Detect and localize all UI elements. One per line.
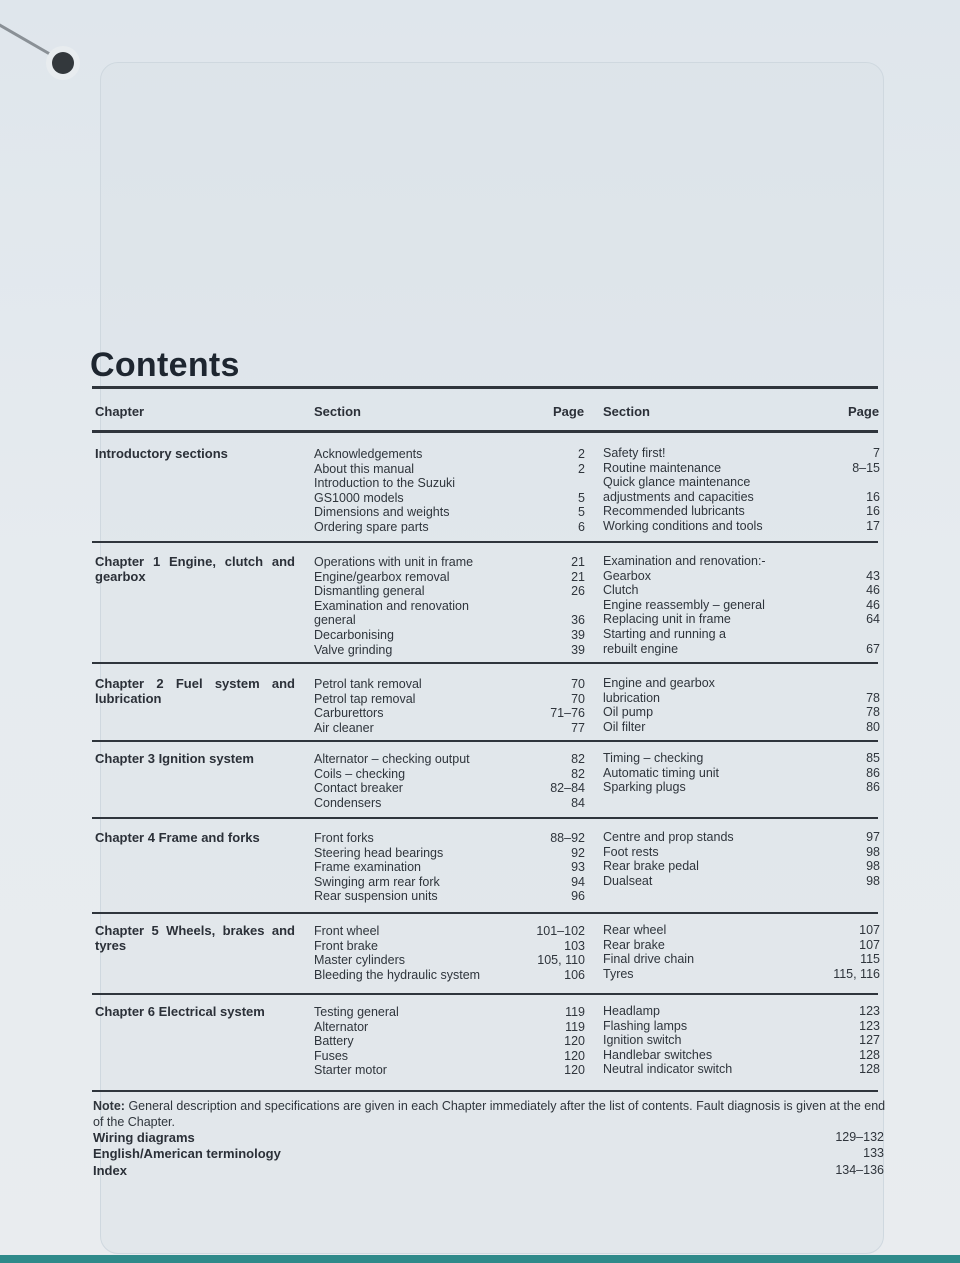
page-number: 43 xyxy=(866,568,880,583)
section-entry[interactable]: Examination and renovation:- xyxy=(603,554,766,568)
section-entry[interactable]: Dismantling general xyxy=(314,584,425,599)
page-number: 82–84 xyxy=(550,781,585,796)
section-entry[interactable]: Final drive chain xyxy=(603,952,695,967)
page-number: 98 xyxy=(866,873,880,888)
section-list-2 xyxy=(603,554,833,656)
title-rule xyxy=(92,386,878,389)
header-page: Page xyxy=(553,404,585,419)
page-number: 77 xyxy=(571,720,585,735)
page-number: 88–92 xyxy=(550,831,585,845)
page-number: 39 xyxy=(571,642,585,657)
section-entry[interactable]: Neutral indicator switch xyxy=(603,1062,733,1077)
section-entry[interactable]: Air cleaner xyxy=(314,720,374,735)
section-entry[interactable]: Rear brake xyxy=(603,937,665,952)
page-number: 92 xyxy=(571,845,585,860)
page-number: 71–76 xyxy=(550,706,585,721)
page-number: 82 xyxy=(571,766,585,781)
page-number: 93 xyxy=(571,860,585,875)
page-number: 39 xyxy=(571,627,585,642)
section-entry[interactable]: Petrol tap removal xyxy=(314,691,416,706)
page-list-2 xyxy=(800,751,880,795)
page-number xyxy=(500,599,585,614)
chapter-rule xyxy=(92,662,878,664)
section-entry[interactable]: Introduction to the Suzuki xyxy=(314,476,456,491)
page-number xyxy=(500,476,585,491)
section-list-2 xyxy=(603,751,833,795)
section-entry[interactable]: Timing – checking xyxy=(603,751,704,765)
page-number: 98 xyxy=(866,859,880,874)
section-entry[interactable]: Bleeding the hydraulic system xyxy=(314,967,481,982)
page-number: 107 xyxy=(859,937,880,952)
section-entry[interactable]: Engine/gearbox removal xyxy=(314,569,450,584)
section-entry[interactable]: Starting and running a xyxy=(603,626,727,641)
section-entry[interactable]: Starter motor xyxy=(314,1063,387,1078)
section-entry[interactable]: Routine maintenance xyxy=(603,460,722,475)
page-number: 16 xyxy=(866,489,880,504)
section-entry[interactable]: Petrol tank removal xyxy=(314,677,422,691)
page-bottom-edge xyxy=(0,1255,960,1263)
section-entry[interactable]: Front forks xyxy=(314,831,374,845)
page-number: 21 xyxy=(571,555,585,569)
page-list xyxy=(500,924,585,982)
page-number: 5 xyxy=(578,490,585,505)
section-entry[interactable]: Oil pump xyxy=(603,705,654,720)
page-number xyxy=(800,554,880,569)
page-number: 46 xyxy=(866,597,880,612)
section-entry[interactable]: Alternator xyxy=(314,1019,369,1034)
page-list-2 xyxy=(800,830,880,888)
section-entry[interactable]: Rear suspension units xyxy=(314,889,438,904)
page-title: Contents xyxy=(90,346,240,384)
page-number: 5 xyxy=(578,505,585,520)
chapter-rule xyxy=(92,1090,878,1092)
section-entry[interactable]: Rear brake pedal xyxy=(603,859,699,874)
section-entry[interactable]: Engine reassembly – general xyxy=(603,597,765,612)
page-number: 94 xyxy=(571,874,585,889)
page-number: 96 xyxy=(571,889,585,904)
section-entry[interactable]: Valve grinding xyxy=(314,642,393,657)
section-entry[interactable]: Condensers xyxy=(314,795,382,810)
section-list-2 xyxy=(603,676,833,734)
section-entry[interactable]: Frame examination xyxy=(314,860,421,875)
chapter-name: Chapter 5 Wheels, brakes and tyres xyxy=(95,923,295,953)
section-entry[interactable]: Front wheel xyxy=(314,924,380,938)
section-entry[interactable]: Replacing unit in frame xyxy=(603,612,731,627)
page-list xyxy=(500,1005,585,1078)
page-number: 78 xyxy=(866,705,880,720)
header-section-2: Section xyxy=(603,404,650,419)
page-number: 115 xyxy=(860,952,880,967)
page-number: 115, 116 xyxy=(833,966,880,981)
page-number: 70 xyxy=(571,691,585,706)
section-entry[interactable]: Flashing lamps xyxy=(603,1018,688,1033)
section-entry[interactable]: Headlamp xyxy=(603,1004,660,1018)
section-entry[interactable]: Ordering spare parts xyxy=(314,519,429,534)
chapter-rule xyxy=(92,541,878,543)
header-rule xyxy=(92,430,878,433)
page-number xyxy=(800,475,880,490)
chapter-name: Chapter 6 Electrical system xyxy=(95,1004,265,1019)
section-entry[interactable]: Handlebar switches xyxy=(603,1047,713,1062)
page-number: 123 xyxy=(859,1004,880,1018)
page-list xyxy=(500,555,585,657)
chapter-name: Chapter 1 Engine, clutch and gearbox xyxy=(95,554,295,584)
punch-hole xyxy=(52,52,74,74)
section-entry[interactable]: Recommended lubricants xyxy=(603,504,745,519)
section-entry[interactable]: Clutch xyxy=(603,583,639,598)
section-entry[interactable]: Fuses xyxy=(314,1048,349,1063)
page-number: 67 xyxy=(866,641,880,656)
section-entry[interactable]: Foot rests xyxy=(603,844,659,859)
section-entry[interactable]: GS1000 models xyxy=(314,490,404,505)
section-entry[interactable]: Testing general xyxy=(314,1005,399,1019)
extra-entry[interactable]: Index xyxy=(93,1163,127,1178)
chapter-rule xyxy=(92,993,878,995)
section-entry[interactable]: Ignition switch xyxy=(603,1033,682,1048)
chapter-rule xyxy=(92,817,878,819)
page-number: 46 xyxy=(866,583,880,598)
page-number: 120 xyxy=(564,1048,585,1063)
page-number: 86 xyxy=(866,780,880,795)
section-entry[interactable]: Master cylinders xyxy=(314,953,405,968)
page-number: 21 xyxy=(571,569,585,584)
page-number: 98 xyxy=(866,844,880,859)
section-entry[interactable]: Examination and renovation xyxy=(314,598,469,613)
page-number: 7 xyxy=(873,446,880,460)
section-entry[interactable]: Gearbox xyxy=(603,568,651,583)
section-entry[interactable]: Engine and gearbox xyxy=(603,676,715,690)
section-list-2 xyxy=(603,830,833,888)
chapter-name: Chapter 2 Fuel system and lubrication xyxy=(95,676,295,706)
extra-entry[interactable]: Wiring diagrams xyxy=(93,1130,195,1145)
page-number: 17 xyxy=(866,518,880,533)
extra-page-number: 134–136 xyxy=(835,1163,884,1177)
note-body: General description and specifications are given in each Chapter immediately after the list of contents. Fault diagnosis is given at the end of the Chapter. xyxy=(93,1099,886,1129)
page-number: 80 xyxy=(866,719,880,734)
page-number: 97 xyxy=(866,830,880,844)
page-number: 70 xyxy=(571,677,585,691)
page-number: 82 xyxy=(571,752,585,766)
page-number: 106 xyxy=(564,967,585,982)
page-number: 101–102 xyxy=(536,924,585,938)
section-entry[interactable]: Automatic timing unit xyxy=(603,765,720,780)
page-number: 128 xyxy=(859,1047,880,1062)
section-entry[interactable]: Contact breaker xyxy=(314,781,403,796)
binding-string xyxy=(0,18,60,61)
page-number: 103 xyxy=(564,938,585,953)
page-number: 105, 110 xyxy=(537,953,585,968)
page-number: 120 xyxy=(564,1034,585,1049)
section-entry[interactable]: Working conditions and tools xyxy=(603,518,763,533)
page-list xyxy=(500,831,585,904)
chapter-name: Introductory sections xyxy=(95,446,228,461)
section-entry[interactable]: rebuilt engine xyxy=(603,641,679,656)
page-number: 107 xyxy=(859,923,880,937)
page-list xyxy=(500,447,585,535)
section-entry[interactable]: Operations with unit in frame xyxy=(314,555,474,569)
section-entry[interactable]: Swinging arm rear fork xyxy=(314,874,440,889)
page-list-2 xyxy=(800,676,880,734)
extra-page-number: 133 xyxy=(863,1146,884,1160)
header-chapter: Chapter xyxy=(95,404,145,419)
section-list-2 xyxy=(603,446,833,534)
section-list-2 xyxy=(603,1004,833,1077)
page-number: 26 xyxy=(571,584,585,599)
page-number xyxy=(800,627,880,642)
page-number: 86 xyxy=(866,765,880,780)
page-number: 78 xyxy=(866,690,880,705)
section-entry[interactable]: About this manual xyxy=(314,461,415,476)
section-entry[interactable]: Steering head bearings xyxy=(314,845,444,860)
page-number: 128 xyxy=(859,1062,880,1077)
page-list-2 xyxy=(800,923,880,981)
chapter-rule xyxy=(92,740,878,742)
section-entry[interactable]: Sparking plugs xyxy=(603,780,686,795)
section-entry[interactable]: Acknowledgements xyxy=(314,447,423,461)
page-number: 6 xyxy=(578,519,585,534)
extra-page-number: 129–132 xyxy=(835,1130,884,1144)
section-entry[interactable]: Carburettors xyxy=(314,706,384,721)
page-number xyxy=(800,676,880,691)
note-text xyxy=(93,1098,888,1130)
page-number: 120 xyxy=(564,1063,585,1078)
page-list-2 xyxy=(800,446,880,534)
chapter-rule xyxy=(92,912,878,914)
section-entry[interactable]: Decarbonising xyxy=(314,627,394,642)
section-entry[interactable]: Rear wheel xyxy=(603,923,667,937)
section-entry[interactable]: Dimensions and weights xyxy=(314,505,450,520)
section-entry[interactable]: Oil filter xyxy=(603,719,646,734)
section-entry[interactable]: Alternator – checking output xyxy=(314,752,470,766)
section-entry[interactable]: Battery xyxy=(314,1034,354,1049)
page-number: 119 xyxy=(565,1005,585,1019)
section-entry[interactable]: general xyxy=(314,613,356,628)
extra-entry[interactable]: English/American terminology xyxy=(93,1146,281,1161)
page-number: 2 xyxy=(578,461,585,476)
chapter-name: Chapter 4 Frame and forks xyxy=(95,830,260,845)
page-number: 123 xyxy=(859,1018,880,1033)
section-entry[interactable]: Coils – checking xyxy=(314,766,406,781)
section-entry[interactable]: Centre and prop stands xyxy=(603,830,734,844)
section-list-2 xyxy=(603,923,833,981)
section-entry[interactable]: adjustments and capacities xyxy=(603,489,754,504)
chapter-name: Chapter 3 Ignition system xyxy=(95,751,254,766)
note-label: Note: xyxy=(93,1099,125,1113)
page-number: 64 xyxy=(866,612,880,627)
section-entry[interactable]: Tyres xyxy=(603,966,634,981)
section-entry[interactable]: Safety first! xyxy=(603,446,666,460)
page-number: 119 xyxy=(565,1019,585,1034)
page-list-2 xyxy=(800,1004,880,1077)
section-entry[interactable]: lubrication xyxy=(603,690,660,705)
section-entry[interactable]: Quick glance maintenance xyxy=(603,475,751,490)
section-entry[interactable]: Dualseat xyxy=(603,873,653,888)
page-list xyxy=(500,677,585,735)
page-number: 127 xyxy=(859,1033,880,1048)
page-number: 8–15 xyxy=(852,460,880,475)
page-number: 36 xyxy=(571,613,585,628)
page-number: 85 xyxy=(866,751,880,765)
page-list xyxy=(500,752,585,810)
page-number: 84 xyxy=(571,795,585,810)
header-section: Section xyxy=(314,404,361,419)
page-number: 2 xyxy=(578,447,585,461)
page-list-2 xyxy=(800,554,880,656)
page-number: 16 xyxy=(866,504,880,519)
section-entry[interactable]: Front brake xyxy=(314,938,378,953)
header-page-2: Page xyxy=(848,404,880,419)
